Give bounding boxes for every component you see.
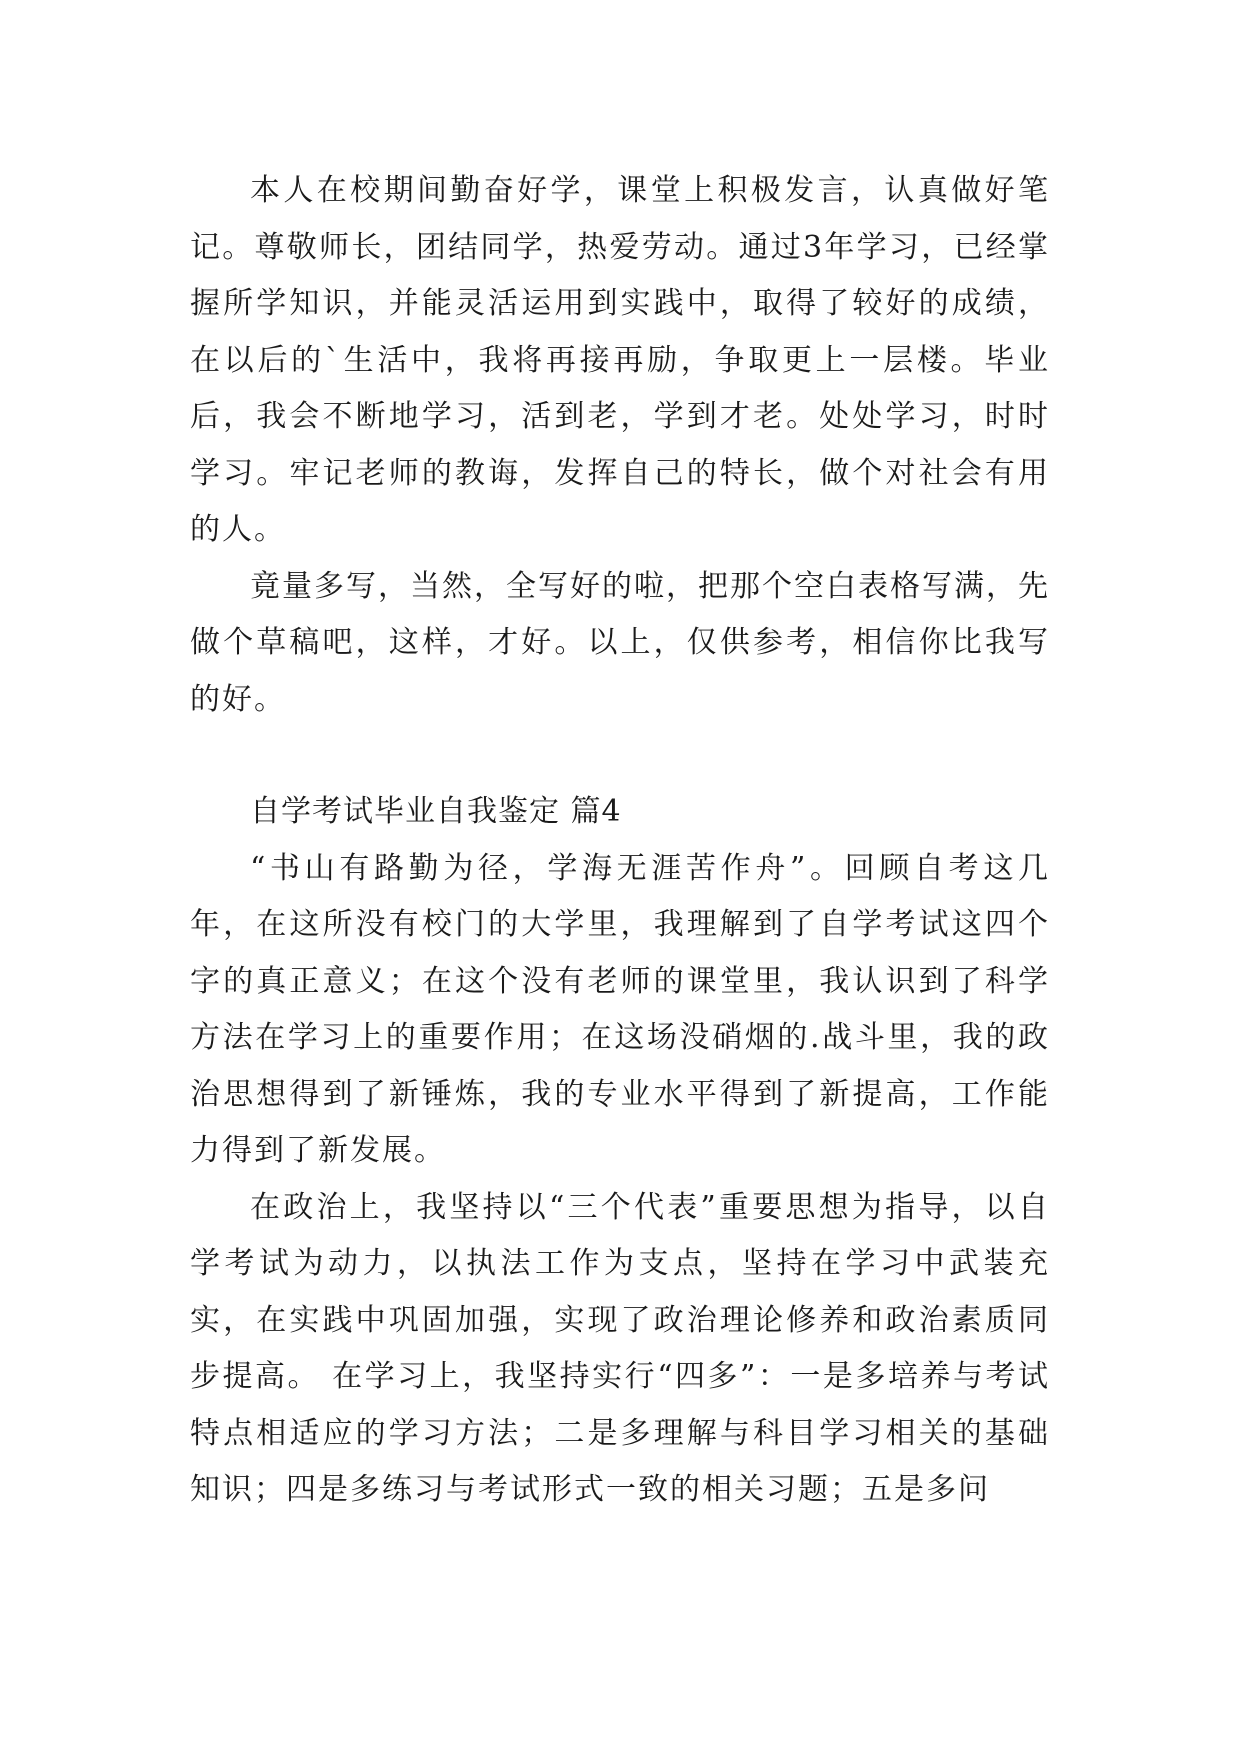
document-body	[190, 163, 1050, 1519]
paragraph-writing-advice: 竟量多写，当然，全写好的啦，把那个空白表格写满，先做个草稿吧，这样，才好。以上，仅供参考，相信你比我写的好。	[190, 568, 1050, 717]
paragraph-self-evaluation: 本人在校期间勤奋好学，课堂上积极发言，认真做好笔记。尊敬师长，团结同学，热爱劳动。通过3年学习，已经掌握所学知识，并能灵活运用到实践中，取得了较好的成绩，在以后的`生活中，我将再接再励，争取更上一层楼。毕业后，我会不断地学习，活到老，学到才老。处处学习，时时学习。牢记老师的教诲，发挥自己的特长，做个对社会有用的人。	[190, 173, 1050, 547]
paragraph-politics-study: 在政治上，我坚持以“三个代表”重要思想为指导，以自学考试为动力，以执法工作为支点，坚持在学习中武装充实，在实践中巩固加强，实现了政治理论修养和政治素质同步提高。 在学习上，我坚持实行“四多”：一是多培养与考试特点相适应的学习方法；二是多理解与科目学习相关的基础知识；四是多练习与考试形式一致的相关习题；五是多问	[190, 1189, 1050, 1507]
section-title: 自学考试毕业自我鉴定 篇4	[250, 794, 622, 829]
paragraph-review: “书山有路勤为径，学海无涯苦作舟”。回顾自考这几年，在这所没有校门的大学里，我理解到了自学考试这四个字的真正意义；在这个没有老师的课堂里，我认识到了科学方法在学习上的重要作用；在这场没硝烟的.战斗里，我的政治思想得到了新锤炼，我的专业水平得到了新提高，工作能力得到了新发展。	[190, 850, 1050, 1168]
